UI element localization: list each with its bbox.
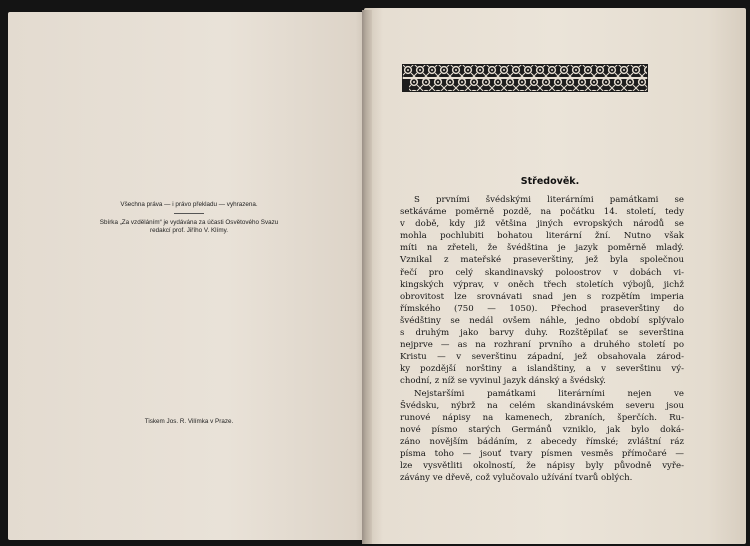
text-line: závány ve dřevě, což vylučovalo užívání tvarů oblých. — [400, 473, 633, 484]
text-line: chodní, z níž se vyvinul jazyk dánský a švédský. — [400, 376, 606, 387]
text-line: švédštiny se nedál ovšem náhle, jedno období splývalo — [400, 315, 684, 326]
text-line: řečí pro celý skandinavský poloostrov v dobách vi- — [400, 267, 684, 278]
text-line: s druhým jako barvy duhy. Rozštěpilať se severština — [400, 328, 684, 339]
chapter-body — [400, 194, 684, 484]
book-gutter — [362, 10, 372, 544]
braided-ornament-icon — [402, 64, 648, 92]
text-line: mohla pochlubiti bohatou literární žní. Nutno však — [400, 231, 684, 242]
divider — [174, 213, 204, 214]
text-line: setkáváme poměrně pozdě, na počátku 14. století, tedy — [400, 207, 684, 218]
text-line: obrovitost lze srovnávati snad jen s rozpětím imperia — [400, 291, 684, 302]
text-line: míti na zřeteli, že švédština je jazyk poměrně mladý. — [400, 243, 684, 254]
text-line: runové nápisy na kamenech, zbraních, šperčích. Ru- — [400, 412, 684, 423]
text-line: záno novějším bádáním, z abecedy římské; zvláštní ráz — [400, 436, 684, 447]
series-line-1: Sbírka „Za vzděláním“ je vydávána za účasti Osvětového Svazu — [99, 219, 279, 226]
copyright-notice — [8, 201, 370, 235]
text-line: nejprve — as na rozhraní prvního a druhého století po — [400, 340, 684, 351]
text-line: nové písmo starých Germánů vzniklo, jak bylo doká- — [400, 424, 684, 435]
rights-line: Všechna práva — i právo překladu — vyhrazena. — [120, 201, 258, 208]
text-line: písma toho — jsouť tvary písmen vesměs přímočaré — — [400, 448, 684, 459]
left-page — [8, 12, 370, 540]
chapter-heading: Středověk. — [520, 176, 580, 187]
text-line: Vznikal z mateřské praseverštiny, jež byla společnou — [400, 255, 684, 266]
text-line: v době, kdy již většina jiných evropských národů se — [400, 219, 684, 230]
text-line: Kristu — v severštinu západní, jež obsahovala zárod- — [400, 352, 684, 363]
text-line: Nejstaršími památkami literárními nejen ve — [414, 388, 684, 399]
printer-imprint: Tiskem Jos. R. Vilímka v Praze. — [144, 418, 234, 425]
text-line: kingských výprav, v oněch třech stoletích výbojů, jichž — [400, 279, 684, 290]
text-line: ky pozdější norštiny a islandštiny, a v severštinu vý- — [400, 364, 684, 375]
text-line: římského (750 — 1050). Přechod praseverštiny do — [400, 303, 684, 314]
text-line: lze vysvětliti okolností, že nápisy byly původně vyře- — [400, 461, 684, 472]
series-line-2: redakcí prof. Jiřího V. Klímy. — [149, 227, 229, 234]
text-line: S prvními švédskými literárními památkami se — [414, 195, 684, 205]
text-line: Švédsku, nýbrž na celém skandinávském severu jsou — [400, 400, 684, 411]
